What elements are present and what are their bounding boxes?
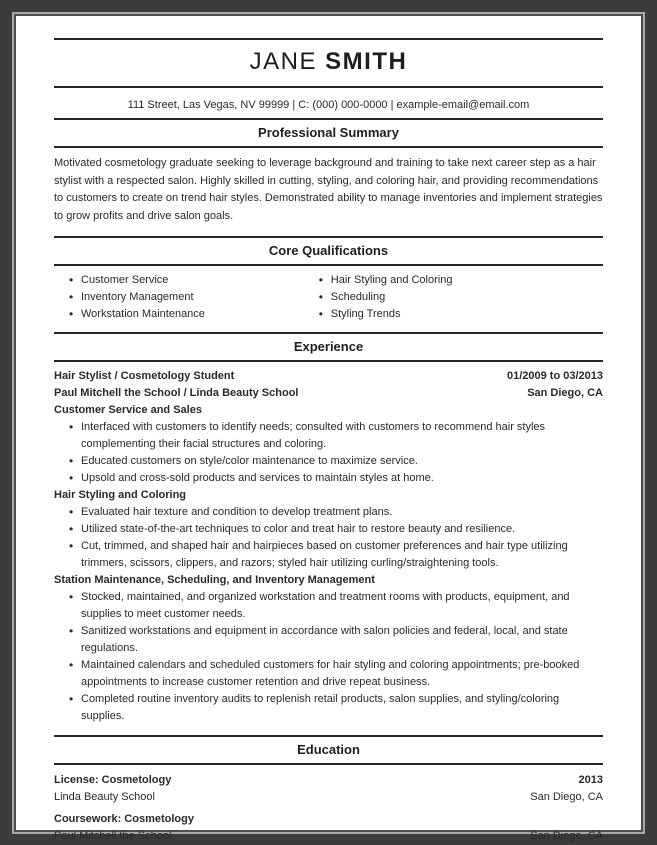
edu-location: San Diego, CA — [530, 791, 603, 803]
education-school-row — [54, 828, 603, 845]
bullet-item: • Stocked, maintained, and organized workstation and treatment rooms with products, equipment, and supplies to meet customer needs. — [81, 589, 603, 623]
last-name: SMITH — [325, 48, 408, 75]
qualifications-columns — [54, 272, 603, 323]
qualifications-list-right — [304, 272, 453, 323]
education-title-row — [54, 811, 603, 828]
education-section — [54, 772, 603, 845]
job-dates: 01/2009 to 03/2013 — [506, 370, 603, 382]
experience-section — [54, 368, 603, 725]
group-heading: Customer Service and Sales — [54, 404, 202, 416]
bullet-item: • Interfaced with customers to identify needs; consulted with customers to recommend hair styles complementing their facial structures and coloring. — [81, 419, 603, 453]
list-item: • Scheduling — [331, 289, 453, 306]
contact-info: 111 Street, Las Vegas, NV 99999 | C: (000) 000-0000 | example-email@email.com — [127, 99, 530, 111]
experience-employer-row — [54, 385, 603, 402]
section-title-core-qualifications: Core Qualifications — [54, 236, 603, 266]
education-school-row — [54, 789, 603, 806]
list-item: • Inventory Management — [81, 289, 304, 306]
group-bullets — [54, 504, 603, 572]
experience-group — [54, 572, 603, 725]
edu-school: Paul Mitchell the School — [54, 830, 172, 842]
experience-group — [54, 402, 603, 487]
resume-page — [14, 14, 643, 842]
section-title-education: Education — [54, 735, 603, 765]
education-entry — [54, 811, 603, 845]
bullet-item: • Completed routine inventory audits to replenish retail products, salon supplies, and styling/coloring supplies. — [81, 691, 603, 725]
list-item: • Workstation Maintenance — [81, 306, 304, 323]
list-item: • Hair Styling and Coloring — [331, 272, 453, 289]
edu-location: San Diego, CA — [530, 830, 603, 842]
name-block — [54, 38, 603, 88]
edu-title: License: Cosmetology — [54, 774, 172, 786]
group-heading: Station Maintenance, Scheduling, and Inventory Management — [54, 574, 375, 586]
group-bullets — [54, 589, 603, 725]
employer: Paul Mitchell the School / Linda Beauty School — [54, 387, 299, 399]
list-item: • Styling Trends — [331, 306, 453, 323]
job-title: Hair Stylist / Cosmetology Student — [54, 370, 235, 382]
bullet-item: • Maintained calendars and scheduled customers for hair styling and coloring appointments; pre-booked appointments to increase customer retention and drive repeat business. — [81, 657, 603, 691]
education-title-row — [54, 772, 603, 789]
bullet-item: • Sanitized workstations and equipment in accordance with salon policies and federal, local, and state regulations. — [81, 623, 603, 657]
page-title — [54, 48, 603, 76]
bullet-item: • Educated customers on style/color maintenance to maximize service. — [81, 453, 603, 470]
bullet-item: • Evaluated hair texture and condition to develop treatment plans. — [81, 504, 603, 521]
group-heading: Hair Styling and Coloring — [54, 489, 187, 501]
edu-school: Linda Beauty School — [54, 791, 155, 803]
qualifications-list-left — [54, 272, 304, 323]
job-location: San Diego, CA — [527, 387, 603, 399]
bullet-item: • Utilized state-of-the-art techniques to color and treat hair to restore beauty and resilience. — [81, 521, 603, 538]
list-item: • Customer Service — [81, 272, 304, 289]
first-name: JANE — [249, 48, 317, 75]
education-entry — [54, 772, 603, 806]
bullet-item: • Cut, trimmed, and shaped hair and hairpieces based on customer preferences and hair type utilizing trimmers, scissors, clippers, and razors; styled hair utilizing curling/straightening tools. — [81, 538, 603, 572]
edu-title: Coursework: Cosmetology — [54, 813, 194, 825]
bullet-item: • Upsold and cross-sold products and services to maintain styles at home. — [81, 470, 603, 487]
section-title-professional-summary: Professional Summary — [54, 118, 603, 148]
edu-date: 2013 — [578, 774, 603, 786]
experience-header-row — [54, 368, 603, 385]
experience-group — [54, 487, 603, 572]
summary-text: Motivated cosmetology graduate seeking to leverage background and training to take next career step as a hair stylist with a respected salon. Highly skilled in cutting, styling, and coloring hair, and providing recommendations to customers to create on trend hair styles. Demonstrated ability to manage inventories and implement strategies to grow profits and drive salon goals. — [54, 157, 603, 222]
group-bullets — [54, 419, 603, 487]
section-title-experience: Experience — [54, 332, 603, 362]
